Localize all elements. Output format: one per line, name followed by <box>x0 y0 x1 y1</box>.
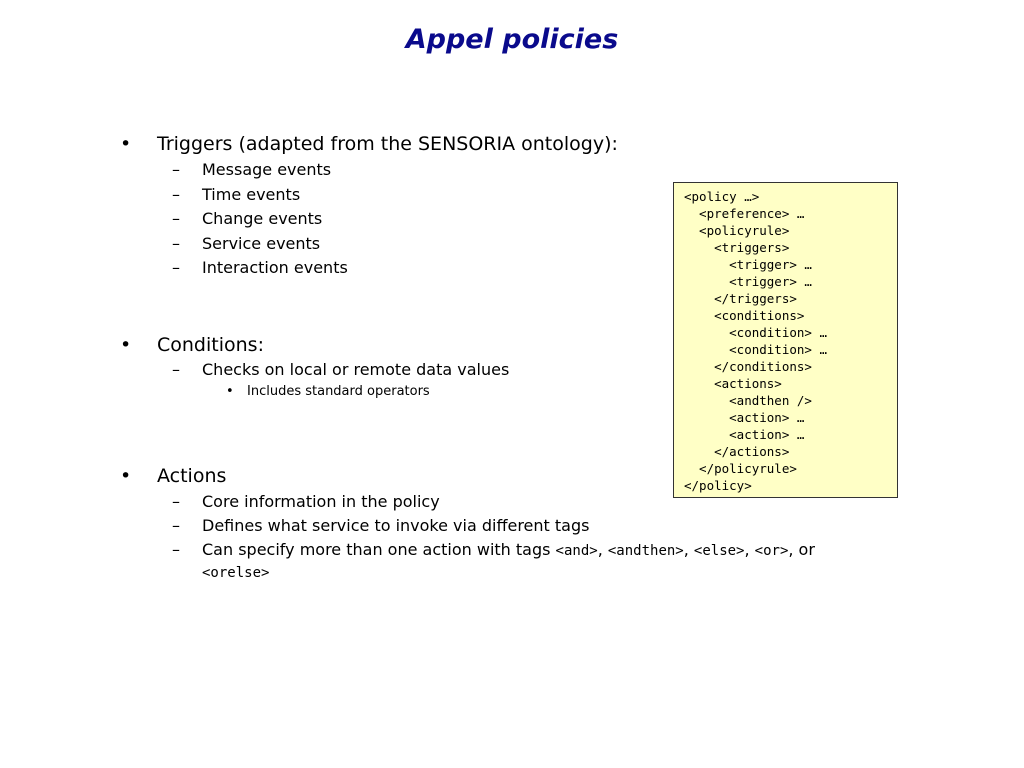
bullet-icon: • <box>120 133 132 155</box>
tag-orelse: <orelse> <box>202 565 270 581</box>
code-line: <policy …> <box>684 189 760 204</box>
tag-and: <and> <box>555 543 598 559</box>
code-line: </policyrule> <box>684 461 797 476</box>
separator: , <box>744 540 755 559</box>
tag-else: <else> <box>693 543 745 559</box>
code-line: <condition> … <box>684 342 827 357</box>
tags-prefix-text: Can specify more than one action with tags <box>202 540 556 559</box>
actions-heading: Actions <box>157 465 227 487</box>
bullet-icon: • <box>120 465 132 487</box>
code-line: <condition> … <box>684 325 827 340</box>
code-sample-box <box>673 182 898 498</box>
code-line: <trigger> … <box>684 274 812 289</box>
conditions-heading: Conditions: <box>157 334 264 356</box>
dash-icon: – <box>172 160 180 179</box>
separator: , <box>597 540 608 559</box>
dash-icon: – <box>172 209 180 228</box>
code-line: <action> … <box>684 427 805 442</box>
code-line: <policyrule> <box>684 223 790 238</box>
list-item-text <box>202 540 815 561</box>
separator: , or <box>788 540 815 559</box>
list-item-text: Message events <box>202 160 332 179</box>
code-line: </actions> <box>684 444 790 459</box>
code-line: <trigger> … <box>684 257 812 272</box>
dash-icon: – <box>172 540 180 559</box>
tag-andthen: <andthen> <box>607 543 684 559</box>
list-item-text: Core information in the policy <box>202 492 440 511</box>
code-line: </conditions> <box>684 359 812 374</box>
list-item-text: Time events <box>202 185 301 204</box>
code-line: </triggers> <box>684 291 797 306</box>
list-item-text: Interaction events <box>202 258 348 277</box>
list-item-text: Change events <box>202 209 323 228</box>
code-line: <actions> <box>684 376 782 391</box>
tag-or: <or> <box>754 543 789 559</box>
slide-title: Appel policies <box>405 24 619 55</box>
code-line: <andthen /> <box>684 393 812 408</box>
list-item-text: Checks on local or remote data values <box>202 360 510 379</box>
list-item-text: Service events <box>202 234 321 253</box>
code-line: <action> … <box>684 410 805 425</box>
separator: , <box>683 540 694 559</box>
dash-icon: – <box>172 185 180 204</box>
code-line: </policy> <box>684 478 752 493</box>
bullet-icon: • <box>226 384 234 399</box>
sub-list-item-text: Includes standard operators <box>247 384 430 399</box>
dash-icon: – <box>172 360 180 379</box>
dash-icon: – <box>172 516 180 535</box>
code-line: <triggers> <box>684 240 790 255</box>
triggers-heading: Triggers (adapted from the SENSORIA ontology): <box>157 133 618 155</box>
dash-icon: – <box>172 234 180 253</box>
code-line: <conditions> <box>684 308 805 323</box>
bullet-icon: • <box>120 334 132 356</box>
dash-icon: – <box>172 492 180 511</box>
list-item-text: Defines what service to invoke via different tags <box>202 516 590 535</box>
code-line: <preference> … <box>684 206 805 221</box>
dash-icon: – <box>172 258 180 277</box>
